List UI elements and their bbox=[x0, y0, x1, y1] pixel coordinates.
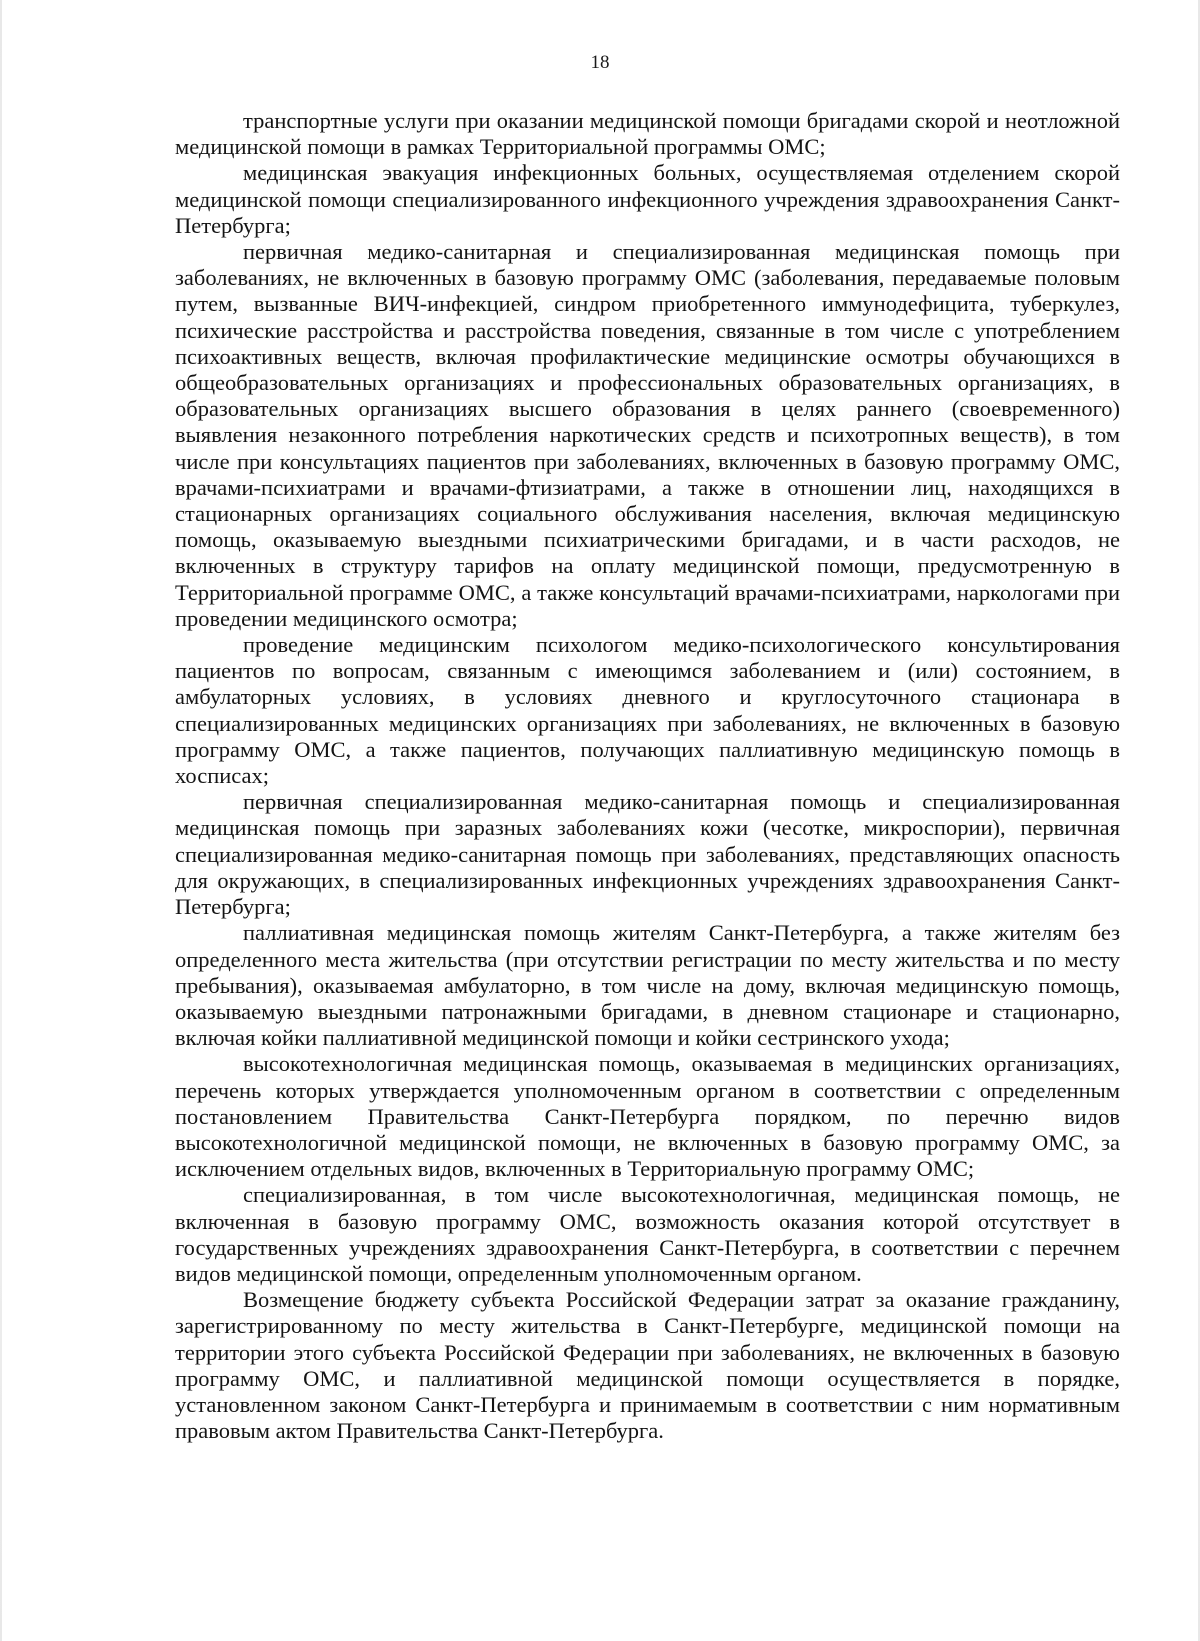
paragraph-medical-evacuation: медицинская эвакуация инфекционных больных, осуществляемая отделением скорой медицинской помощи специализированного инфекционного учреждения здравоохранения Санкт-Петербурга; bbox=[175, 160, 1120, 238]
paragraph-psychological-counseling: проведение медицинским психологом медико-психологического консультирования пациентов по вопросам, связанным с имеющимся заболеванием и (или) состоянием, в амбулаторных условиях, в условиях дневного и круглосуточного стационара в специализированных медицинских организациях при заболеваниях, не включенных в базовую программу ОМС, а также пациентов, получающих паллиативную медицинскую помощь в хосписах; bbox=[175, 632, 1120, 789]
paragraph-high-tech-care: высокотехнологичная медицинская помощь, оказываемая в медицинских организациях, перечень которых утверждается уполномоченным органом в соответствии с определенным постановлением Правительства Санкт-Петербурга порядком, по перечню видов высокотехнологичной медицинской помощи, не включенных в базовую программу ОМС, за исключением отдельных видов, включенных в Территориальную программу ОМС; bbox=[175, 1051, 1120, 1182]
paragraph-skin-infectious-diseases: первичная специализированная медико-санитарная помощь и специализированная медицинская помощь при заразных заболеваниях кожи (чесотке, микроспории), первичная специализированная медико-санитарная помощь при заболеваниях, представляющих опасность для окружающих, в специализированных инфекционных учреждениях здравоохранения Санкт-Петербурга; bbox=[175, 789, 1120, 920]
paragraph-specialized-care: специализированная, в том числе высокотехнологичная, медицинская помощь, не включенная в базовую программу ОМС, возможность оказания которой отсутствует в государственных учреждениях здравоохранения Санкт-Петербурга, в соответствии с перечнем видов медицинской помощи, определенным уполномоченным органом. bbox=[175, 1182, 1120, 1286]
paragraph-palliative-care: паллиативная медицинская помощь жителям Санкт-Петербурга, а также жителям без определенного места жительства (при отсутствии регистрации по месту жительства и по месту пребывания), оказываемая амбулаторно, в том числе на дому, включая медицинскую помощь, оказываемую выездными патронажными бригадами, в дневном стационаре и стационарно, включая койки паллиативной медицинской помощи и койки сестринского ухода; bbox=[175, 920, 1120, 1051]
paragraph-budget-reimbursement: Возмещение бюджету субъекта Российской Федерации затрат за оказание гражданину, зарегистрированному по месту жительства в Санкт-Петербурге, медицинской помощи на территории этого субъекта Российской Федерации при заболеваниях, не включенных в базовую программу ОМС, и паллиативной медицинской помощи осуществляется в порядке, установленном законом Санкт-Петербурга и принимаемым в соответствии с ним нормативным правовым актом Правительства Санкт-Петербурга. bbox=[175, 1287, 1120, 1444]
paragraph-transport-services: транспортные услуги при оказании медицинской помощи бригадами скорой и неотложной медицинской помощи в рамках Территориальной программы ОМС; bbox=[175, 108, 1120, 160]
scan-edge-left bbox=[0, 0, 2, 1641]
document-body bbox=[175, 108, 1120, 1444]
paragraph-primary-care-non-oms: первичная медико-санитарная и специализированная медицинская помощь при заболеваниях, не включенных в базовую программу ОМС (заболевания, передаваемые половым путем, вызванные ВИЧ-инфекцией, синдром приобретенного иммунодефицита, туберкулез, психические расстройства и расстройства поведения, связанные в том числе с употреблением психоактивных веществ, включая профилактические медицинские осмотры обучающихся в общеобразовательных организациях и профессиональных образовательных организациях, в образовательных организациях высшего образования в целях раннего (своевременного) выявления незаконного потребления наркотических средств и психотропных веществ), в том числе при консультациях пациентов при заболеваниях, включенных в базовую программу ОМС, врачами-психиатрами и врачами-фтизиатрами, а также в отношении лиц, находящихся в стационарных организациях социального обслуживания населения, включая медицинскую помощь, оказываемую выездными психиатрическими бригадами, и в части расходов, не включенных в структуру тарифов на оплату медицинской помощи, предусмотренную в Территориальной программе ОМС, а также консультаций врачами-психиатрами, наркологами при проведении медицинского осмотра; bbox=[175, 239, 1120, 631]
page-number: 18 bbox=[590, 52, 610, 73]
